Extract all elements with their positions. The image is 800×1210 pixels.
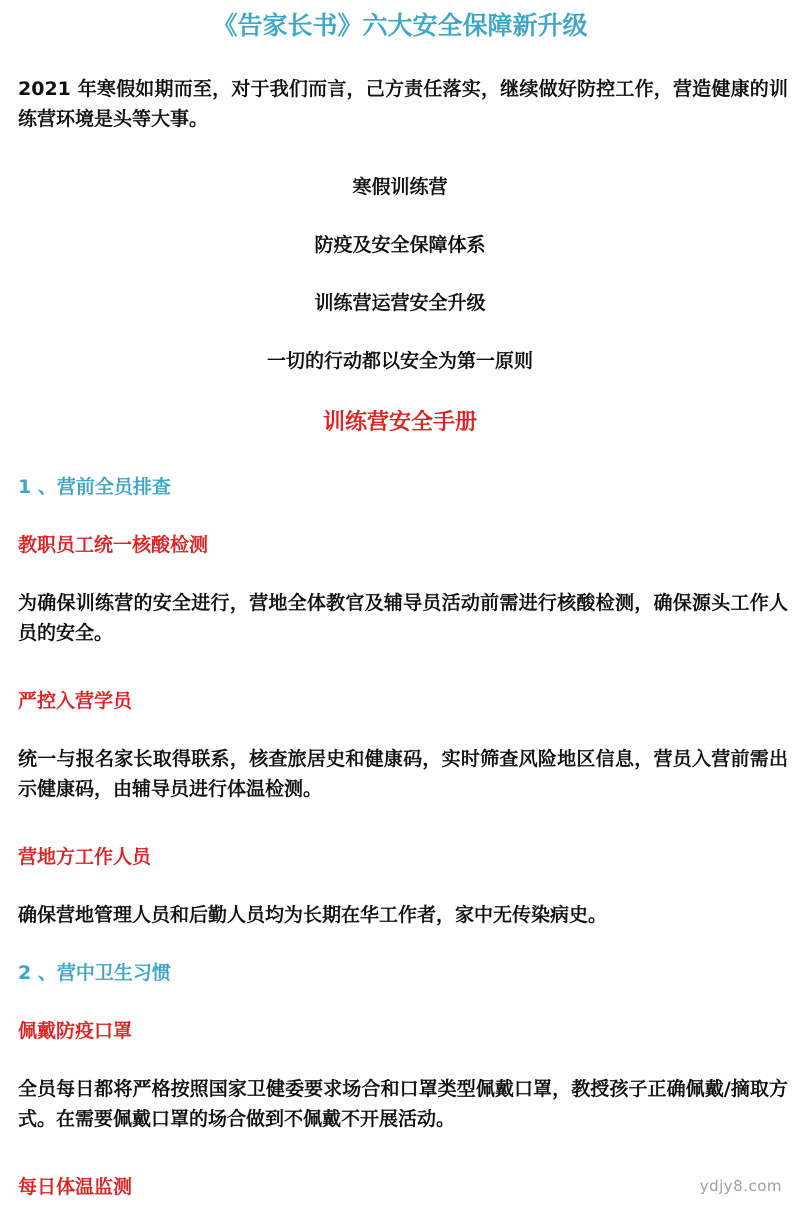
subheading-staff-nucleic-test: 教职员工统一核酸检测: [18, 534, 209, 556]
subheading-masks: 佩戴防疫口罩: [18, 1020, 133, 1042]
article-title: 《告家长书》六大安全保障新升级: [212, 11, 588, 40]
center-line-safety-principle: 一切的行动都以安全为第一原则: [266, 350, 533, 372]
paragraph-camp-staff: 确保营地管理人员和后勤人员均为长期在华工作者，家中无传染病史。: [18, 904, 608, 926]
center-line-winter-camp: 寒假训练营: [352, 176, 448, 198]
intro-paragraph: 2021 年寒假如期而至，对于我们而言，己方责任落实，继续做好防控工作，营造健康的训练营环境是头等大事。: [18, 78, 788, 130]
handbook-title: 训练营安全手册: [322, 410, 477, 435]
center-line-operation-upgrade: 训练营运营安全升级: [314, 292, 486, 314]
paragraph-camper-control: 统一与报名家长取得联系，核查旅居史和健康码，实时筛查风险地区信息，营员入营前需出示健康码，由辅导员进行体温检测。: [18, 748, 788, 800]
center-line-safety-system: 防疫及安全保障体系: [314, 234, 486, 256]
site-watermark: ydjy8.com: [699, 1177, 782, 1195]
paragraph-staff-nucleic-test: 为确保训练营的安全进行，营地全体教官及辅导员活动前需进行核酸检测，确保源头工作人员的安全。: [18, 592, 788, 644]
paragraph-masks: 全员每日都将严格按照国家卫健委要求场合和口罩类型佩戴口罩，教授孩子正确佩戴/摘取方式。在需要佩戴口罩的场合做到不佩戴不开展活动。: [18, 1078, 788, 1130]
subheading-temperature-check: 每日体温监测: [18, 1176, 133, 1198]
section-heading-hygiene: 2 、营中卫生习惯: [18, 962, 171, 984]
subheading-camp-staff: 营地方工作人员: [18, 846, 152, 868]
subheading-camper-control: 严控入营学员: [18, 690, 133, 712]
section-heading-pre-camp: 1 、营前全员排查: [18, 476, 171, 498]
